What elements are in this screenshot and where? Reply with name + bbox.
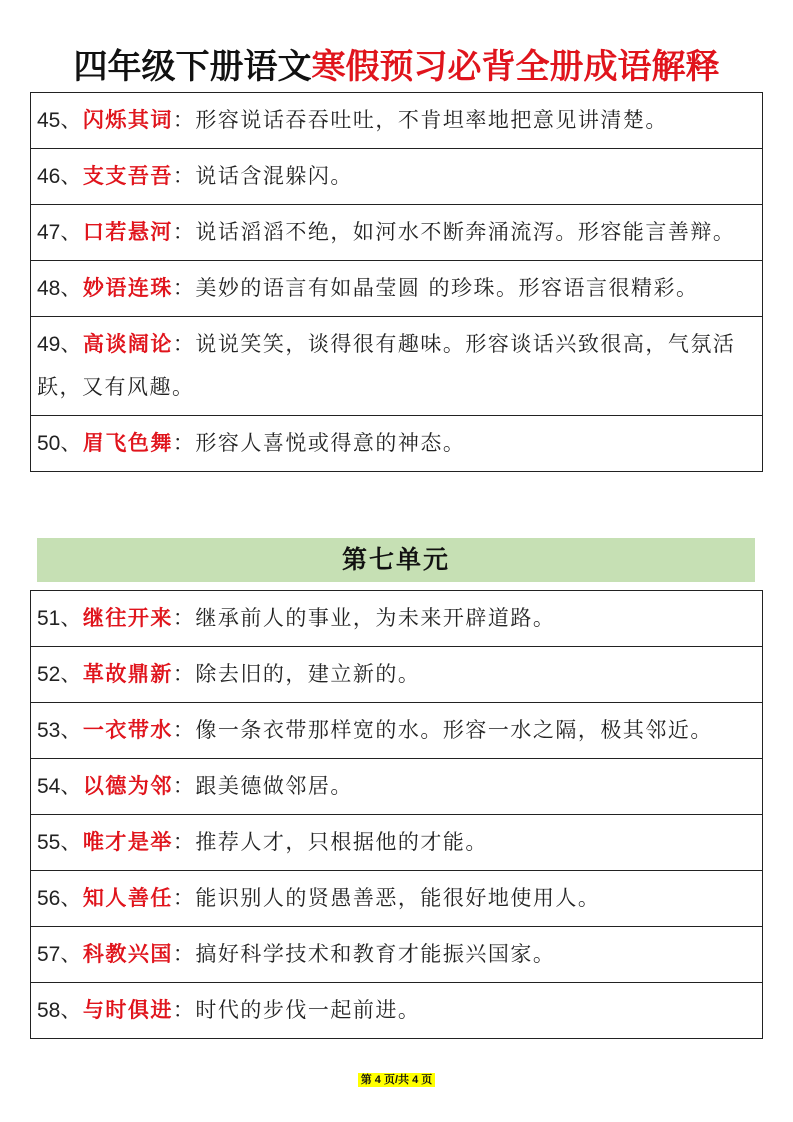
entry-separator: 、 bbox=[60, 998, 83, 1022]
table-row bbox=[31, 927, 763, 983]
idiom-entry bbox=[31, 591, 763, 647]
table-row bbox=[31, 871, 763, 927]
idiom-term: 知人善任 bbox=[82, 886, 173, 910]
idiom-table-1 bbox=[30, 92, 763, 472]
entry-separator: 、 bbox=[60, 942, 83, 966]
entry-colon: ： bbox=[172, 998, 196, 1022]
entry-separator: 、 bbox=[60, 606, 83, 630]
table-row bbox=[31, 703, 763, 759]
table-row bbox=[31, 759, 763, 815]
entry-number: 50 bbox=[37, 432, 61, 455]
idiom-term: 支支吾吾 bbox=[82, 164, 173, 188]
title-red: 寒假预习必背全册成语解释 bbox=[311, 47, 720, 87]
entry-colon: ： bbox=[172, 718, 196, 742]
unit-header: 第七单元 bbox=[37, 538, 755, 582]
entry-number: 46 bbox=[37, 165, 61, 188]
entry-number: 48 bbox=[37, 277, 61, 300]
table-row bbox=[31, 93, 763, 149]
page-title bbox=[0, 44, 793, 90]
table-row bbox=[31, 149, 763, 205]
entry-colon: ： bbox=[172, 164, 196, 188]
idiom-entry bbox=[31, 815, 763, 871]
idiom-definition: 能识别人的贤愚善恶，能很好地使用人。 bbox=[195, 886, 601, 910]
entry-number: 57 bbox=[37, 943, 61, 966]
entry-colon: ： bbox=[172, 220, 196, 244]
idiom-term: 以德为邻 bbox=[82, 774, 173, 798]
idiom-entry bbox=[31, 703, 763, 759]
table-row bbox=[31, 205, 763, 261]
entry-number: 52 bbox=[37, 663, 61, 686]
idiom-definition: 形容说话吞吞吐吐，不肯坦率地把意见讲清楚。 bbox=[195, 108, 668, 132]
entry-number: 47 bbox=[37, 221, 61, 244]
idiom-definition: 形容人喜悦或得意的神态。 bbox=[195, 431, 466, 455]
entry-colon: ： bbox=[172, 942, 196, 966]
table-row bbox=[31, 591, 763, 647]
idiom-definition: 说话含混躲闪。 bbox=[195, 164, 353, 188]
entry-colon: ： bbox=[172, 662, 196, 686]
entry-colon: ： bbox=[172, 276, 196, 300]
idiom-term: 高谈阔论 bbox=[82, 332, 173, 356]
idiom-term: 闪烁其词 bbox=[82, 108, 173, 132]
idiom-term: 科教兴国 bbox=[82, 942, 173, 966]
table-row bbox=[31, 983, 763, 1039]
idiom-entry bbox=[31, 261, 763, 317]
table-row bbox=[31, 647, 763, 703]
idiom-term: 与时俱进 bbox=[82, 998, 173, 1022]
entry-separator: 、 bbox=[60, 830, 83, 854]
entry-separator: 、 bbox=[60, 108, 83, 132]
idiom-entry bbox=[31, 149, 763, 205]
entry-colon: ： bbox=[172, 830, 196, 854]
idiom-term: 口若悬河 bbox=[82, 220, 173, 244]
idiom-term: 革故鼎新 bbox=[82, 662, 173, 686]
idiom-term: 眉飞色舞 bbox=[82, 431, 173, 455]
idiom-entry bbox=[31, 647, 763, 703]
entry-number: 53 bbox=[37, 719, 61, 742]
entry-number: 49 bbox=[37, 333, 61, 356]
entry-number: 45 bbox=[37, 109, 61, 132]
entry-number: 54 bbox=[37, 775, 61, 798]
entry-number: 56 bbox=[37, 887, 61, 910]
title-black: 四年级下册语文 bbox=[73, 47, 312, 87]
table-row bbox=[31, 815, 763, 871]
entry-number: 58 bbox=[37, 999, 61, 1022]
idiom-definition: 说说笑笑，谈得很有趣味。形容谈话兴致很高，气氛活跃，又有风趣。 bbox=[37, 332, 736, 399]
idiom-definition: 除去旧的，建立新的。 bbox=[195, 662, 421, 686]
table-row bbox=[31, 416, 763, 472]
entry-colon: ： bbox=[172, 606, 196, 630]
idiom-entry bbox=[31, 93, 763, 149]
page-footer bbox=[0, 1068, 793, 1087]
idiom-entry bbox=[31, 205, 763, 261]
entry-separator: 、 bbox=[60, 276, 83, 300]
entry-colon: ： bbox=[172, 332, 196, 356]
entry-colon: ： bbox=[172, 431, 196, 455]
table-row bbox=[31, 317, 763, 416]
idiom-definition: 时代的步伐一起前进。 bbox=[195, 998, 421, 1022]
entry-separator: 、 bbox=[60, 718, 83, 742]
entry-separator: 、 bbox=[60, 774, 83, 798]
idiom-definition: 像一条衣带那样宽的水。形容一水之隔，极其邻近。 bbox=[195, 718, 713, 742]
page-number: 第 4 页/共 4 页 bbox=[358, 1073, 436, 1087]
entry-number: 55 bbox=[37, 831, 61, 854]
idiom-definition: 美妙的语言有如晶莹圆 的珍珠。形容语言很精彩。 bbox=[195, 276, 699, 300]
idiom-term: 一衣带水 bbox=[82, 718, 173, 742]
entry-colon: ： bbox=[172, 774, 196, 798]
idiom-table-body-2 bbox=[31, 591, 763, 1039]
idiom-term: 妙语连珠 bbox=[82, 276, 173, 300]
entry-separator: 、 bbox=[60, 332, 83, 356]
entry-separator: 、 bbox=[60, 662, 83, 686]
idiom-term: 继往开来 bbox=[82, 606, 173, 630]
idiom-entry bbox=[31, 416, 763, 472]
idiom-entry bbox=[31, 871, 763, 927]
entry-colon: ： bbox=[172, 108, 196, 132]
idiom-entry bbox=[31, 317, 763, 416]
entry-separator: 、 bbox=[60, 220, 83, 244]
entry-number: 51 bbox=[37, 607, 61, 630]
entry-separator: 、 bbox=[60, 886, 83, 910]
idiom-definition: 搞好科学技术和教育才能振兴国家。 bbox=[195, 942, 556, 966]
idiom-definition: 继承前人的事业，为未来开辟道路。 bbox=[195, 606, 556, 630]
idiom-definition: 推荐人才，只根据他的才能。 bbox=[195, 830, 488, 854]
idiom-entry bbox=[31, 927, 763, 983]
idiom-definition: 说话滔滔不绝，如河水不断奔涌流泻。形容能言善辩。 bbox=[195, 220, 736, 244]
idiom-definition: 跟美德做邻居。 bbox=[195, 774, 353, 798]
entry-colon: ： bbox=[172, 886, 196, 910]
entry-separator: 、 bbox=[60, 431, 83, 455]
table-row bbox=[31, 261, 763, 317]
idiom-table-2 bbox=[30, 590, 763, 1039]
idiom-entry bbox=[31, 759, 763, 815]
idiom-term: 唯才是举 bbox=[82, 830, 173, 854]
entry-separator: 、 bbox=[60, 164, 83, 188]
idiom-entry bbox=[31, 983, 763, 1039]
idiom-table-body-1 bbox=[31, 93, 763, 472]
